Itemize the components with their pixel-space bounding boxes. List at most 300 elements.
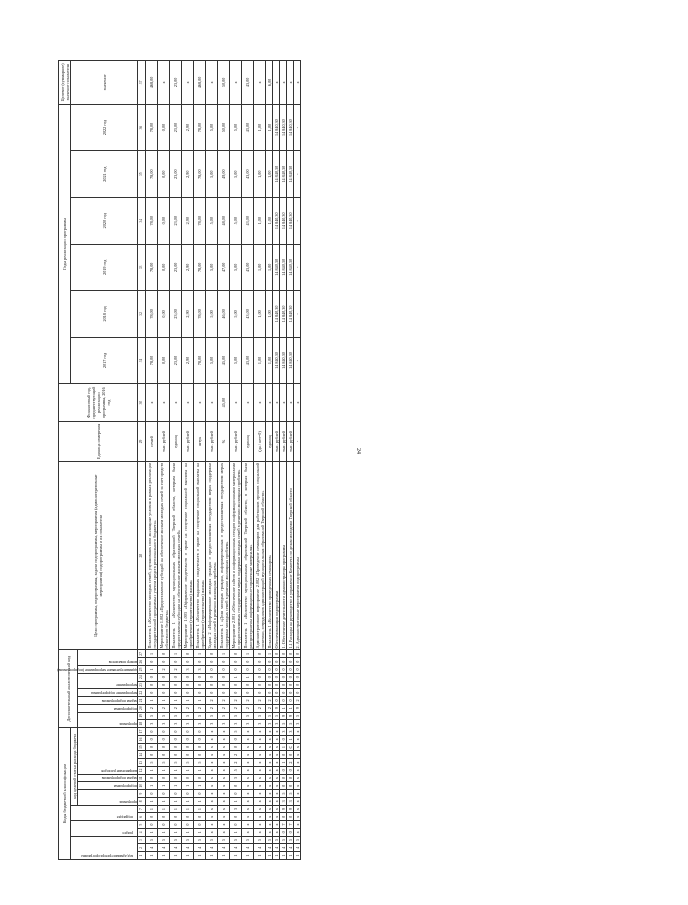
code-cell: 5 — [242, 712, 254, 720]
code-cell: 3 — [194, 666, 206, 674]
code-cell: х — [294, 774, 301, 782]
code-cell: х — [254, 751, 266, 759]
code-cell: 1 — [194, 697, 206, 705]
code-cell: 3 — [266, 720, 273, 728]
code-cell: 2 — [206, 697, 218, 705]
code-cell: 0 — [194, 728, 206, 736]
code-cell: х — [206, 728, 218, 736]
year-value-cell: 14 840,30 — [273, 337, 280, 384]
code-cell: 5 — [206, 836, 218, 844]
code-cell: х — [273, 821, 280, 829]
table-row — [230, 61, 242, 860]
code-cell: 0 — [206, 666, 218, 674]
code-cell: 4 — [287, 844, 294, 852]
code-cell: 0 — [280, 658, 287, 666]
code-cell: х — [254, 736, 266, 744]
column-index-cell: 12 — [138, 767, 146, 775]
year-value-cell: - — [294, 104, 301, 151]
column-index-cell: 18 — [138, 720, 146, 728]
code-cell: 1 — [194, 805, 206, 813]
year-value-cell: 78,00 — [146, 197, 158, 244]
code-cell: 0 — [182, 650, 194, 658]
year-value-cell: 1,00 — [266, 291, 273, 338]
program-indicators-table — [58, 60, 301, 860]
code-cell: 9 — [280, 712, 287, 720]
code-cell: 3 — [294, 720, 301, 728]
code-cell: х — [218, 821, 230, 829]
code-cell: 3 — [287, 728, 294, 736]
code-cell: 0 — [294, 666, 301, 674]
code-cell: 5 — [287, 836, 294, 844]
year-value-cell: 46,00 — [218, 291, 230, 338]
code-cell: 3 — [254, 720, 266, 728]
code-cell: 0 — [146, 689, 158, 697]
code-cell: 1 — [182, 782, 194, 790]
code-cell: 0 — [287, 666, 294, 674]
year-value-cell: 1,00 — [254, 151, 266, 198]
code-cell: х — [242, 782, 254, 790]
year-value-cell: 0,00 — [158, 337, 170, 384]
code-cell: 0 — [242, 689, 254, 697]
year-value-cell: - — [294, 291, 301, 338]
code-cell: 5 — [158, 759, 170, 767]
code-cell: х — [218, 767, 230, 775]
year-value-cell: 78,00 — [194, 104, 206, 151]
table-row — [158, 61, 170, 860]
code-cell: 1 — [146, 805, 158, 813]
code-cell: 9 — [287, 712, 294, 720]
year-value-cell: 5,00 — [206, 337, 218, 384]
code-cell: 3 — [218, 720, 230, 728]
code-cell: 2 — [230, 759, 242, 767]
code-cell: 5 — [273, 836, 280, 844]
code-cell: 0 — [170, 821, 182, 829]
code-cell: 0 — [182, 774, 194, 782]
year-value-cell: 14 840,30 — [273, 151, 280, 198]
code-cell: х — [218, 759, 230, 767]
target-value-cell: х — [230, 61, 242, 105]
year-value-cell: 78,00 — [146, 291, 158, 338]
base-year-cell: х — [206, 384, 218, 422]
unit-header: Единица измерения — [59, 421, 138, 461]
year-value-cell: 14 840,30 — [280, 197, 287, 244]
code-cell: 0 — [146, 736, 158, 744]
year-value-cell: 50,00 — [218, 104, 230, 151]
code-cell: х — [294, 782, 301, 790]
code-cell: 0 — [158, 821, 170, 829]
unit-cell: тыс. рублей — [287, 421, 294, 461]
code-cell: х — [254, 728, 266, 736]
code-cell: 5 — [194, 759, 206, 767]
year-value-cell: 5,00 — [206, 244, 218, 291]
code-cell: 2 — [230, 704, 242, 712]
program-code-header: программа — [78, 790, 138, 806]
code-cell: 0 — [194, 821, 206, 829]
code-cell: 5 — [218, 712, 230, 720]
code-cell: 0 — [170, 658, 182, 666]
column-index-cell: 19 — [138, 712, 146, 720]
code-cell: 1 — [266, 650, 273, 658]
base-year-cell: х — [273, 384, 280, 422]
add-measure-sub-header: мероприятие — [78, 673, 138, 689]
code-cell: 4 — [254, 844, 266, 852]
code-cell: 1 — [158, 697, 170, 705]
code-cell: 1 — [182, 767, 194, 775]
code-cell: х — [254, 759, 266, 767]
column-index-cell: 13 — [138, 759, 146, 767]
code-cell: 5 — [158, 712, 170, 720]
year-value-cell: - — [294, 337, 301, 384]
code-cell: 0 — [218, 666, 230, 674]
code-cell: 0 — [294, 673, 301, 681]
target-value-cell: 6,00 — [266, 61, 273, 105]
code-cell: 1 — [294, 852, 301, 860]
code-cell: 1 — [242, 673, 254, 681]
code-cell: 0 — [170, 728, 182, 736]
code-cell: 1 — [170, 798, 182, 806]
year-value-cell: 43,00 — [242, 104, 254, 151]
code-cell: х — [242, 821, 254, 829]
code-cell: 3 — [280, 728, 287, 736]
column-index-cell: 14 — [138, 751, 146, 759]
program-table-document — [58, 60, 688, 860]
code-cell: 0 — [146, 774, 158, 782]
column-index-cell: 3 — [138, 836, 146, 844]
code-cell: 9 — [273, 704, 280, 712]
code-cell: 0 — [158, 689, 170, 697]
code-cell: 0 — [182, 790, 194, 798]
code-cell: х — [254, 813, 266, 821]
code-cell: 0 — [206, 689, 218, 697]
code-cell: 3 — [146, 720, 158, 728]
table-row — [218, 61, 230, 860]
code-cell: 0 — [158, 736, 170, 744]
code-cell: 0 — [158, 658, 170, 666]
code-cell: х — [266, 821, 273, 829]
code-cell: 0 — [287, 829, 294, 837]
code-cell: 0 — [218, 689, 230, 697]
year-value-cell: 2,90 — [182, 337, 194, 384]
code-cell: 5 — [254, 836, 266, 844]
table-row — [170, 61, 182, 860]
unit-cell: штук — [194, 421, 206, 461]
code-cell: 2 — [266, 704, 273, 712]
year-2021-header: 2021 год — [71, 151, 138, 198]
code-cell: 0 — [206, 681, 218, 689]
year-2020-header: 2020 год — [71, 197, 138, 244]
code-cell: 0 — [230, 782, 242, 790]
year-value-cell: 48,00 — [218, 197, 230, 244]
code-cell: 1 — [194, 829, 206, 837]
code-cell: 3 — [206, 720, 218, 728]
column-index-cell: 34 — [138, 197, 146, 244]
base-year-cell: х — [254, 384, 266, 422]
code-cell: 5 — [280, 836, 287, 844]
code-cell: 0 — [182, 681, 194, 689]
code-cell: 0 — [182, 736, 194, 744]
code-cell: 1 — [194, 650, 206, 658]
code-cell: 0 — [206, 650, 218, 658]
code-cell: х — [218, 774, 230, 782]
table-row — [266, 61, 273, 860]
year-value-cell: 43,00 — [242, 151, 254, 198]
code-cell: 0 — [287, 774, 294, 782]
code-cell: 4 — [158, 844, 170, 852]
code-cell: 3 — [230, 805, 242, 813]
code-cell: 5 — [230, 728, 242, 736]
column-index-cell: 11 — [138, 774, 146, 782]
code-cell: 1 — [218, 650, 230, 658]
code-cell: 0 — [206, 658, 218, 666]
code-cell: 0 — [242, 681, 254, 689]
code-cell: 0 — [273, 650, 280, 658]
code-cell: 5 — [158, 836, 170, 844]
target-value-cell: х — [273, 61, 280, 105]
code-cell: 1 — [146, 666, 158, 674]
code-cell: 1 — [230, 798, 242, 806]
code-cell: 9 — [280, 805, 287, 813]
year-value-cell: 78,00 — [194, 244, 206, 291]
code-cell: 0 — [182, 821, 194, 829]
code-cell: 5 — [206, 712, 218, 720]
code-cell: 0 — [230, 736, 242, 744]
code-cell: х — [294, 813, 301, 821]
year-value-cell: 14 840,30 — [287, 337, 294, 384]
year-value-cell: 49,00 — [218, 151, 230, 198]
base-year-cell: 45,00 — [218, 384, 230, 422]
code-cell: х — [294, 805, 301, 813]
code-cell: 0 — [230, 658, 242, 666]
code-cell: 5 — [194, 836, 206, 844]
unit-cell: - — [294, 421, 301, 461]
code-cell: 0 — [194, 790, 206, 798]
year-value-cell: 14 840,30 — [273, 244, 280, 291]
code-cell: 1 — [287, 736, 294, 744]
column-index-cell: 7 — [138, 805, 146, 813]
column-index-cell: 35 — [138, 151, 146, 198]
column-index-cell: 17 — [138, 728, 146, 736]
code-cell: 0 — [218, 673, 230, 681]
target-value-cell: х — [287, 61, 294, 105]
code-cell: 5 — [146, 836, 158, 844]
code-cell: х — [266, 751, 273, 759]
code-cell: х — [206, 774, 218, 782]
code-cell: 3 — [170, 720, 182, 728]
code-cell: 2 — [254, 704, 266, 712]
code-cell: х — [266, 767, 273, 775]
add-admin-measure-header: административное мероприятие (подпрограммы) — [78, 666, 138, 674]
code-cell: 5 — [170, 759, 182, 767]
year-value-cell: 1,00 — [254, 244, 266, 291]
code-cell: х — [242, 728, 254, 736]
code-cell: 1 — [170, 650, 182, 658]
code-cell: 1 — [146, 798, 158, 806]
code-cell: 0 — [280, 681, 287, 689]
code-cell: 0 — [287, 658, 294, 666]
unit-cell: тыс. рублей — [230, 421, 242, 461]
code-cell: 0 — [194, 813, 206, 821]
code-cell: 1 — [242, 650, 254, 658]
code-cell: х — [218, 782, 230, 790]
code-cell: 2 — [170, 704, 182, 712]
code-cell: 0 — [287, 782, 294, 790]
goal-text-cell: Показатель 1 «Количество муниципальных образований Тверской области, в которых были распространены информационно-справочные материалы» — [242, 462, 253, 649]
budget-codes-header: Коды бюджетной классификации — [59, 728, 71, 860]
code-cell: 0 — [146, 821, 158, 829]
subprogram-code-header: подпрограмма — [78, 782, 138, 790]
target-value-cell: х — [206, 61, 218, 105]
code-cell: 1 — [146, 829, 158, 837]
code-cell: 0 — [194, 751, 206, 759]
code-cell: х — [294, 751, 301, 759]
year-value-cell: 1,00 — [266, 197, 273, 244]
code-cell: 0 — [230, 790, 242, 798]
year-2022-header: 2022 год — [71, 104, 138, 151]
code-cell: 0 — [273, 666, 280, 674]
code-cell: 0 — [158, 743, 170, 751]
code-cell: 0 — [280, 767, 287, 775]
code-cell: х — [254, 767, 266, 775]
code-cell: 0 — [182, 728, 194, 736]
code-cell: 0 — [230, 813, 242, 821]
code-cell: 0 — [280, 697, 287, 705]
year-value-cell: 14 840,30 — [280, 337, 287, 384]
code-cell: 2 — [242, 697, 254, 705]
code-cell: 0 — [230, 650, 242, 658]
table-row — [273, 61, 280, 860]
code-cell: х — [254, 805, 266, 813]
year-value-cell: 14 840,30 — [273, 291, 280, 338]
code-cell: 0 — [170, 751, 182, 759]
code-cell: 0 — [158, 681, 170, 689]
expense-code-header: код целевой статьи расхода бюджета — [71, 728, 78, 806]
unit-cell: (да / нет=0) — [254, 421, 266, 461]
code-cell: 5 — [294, 836, 301, 844]
code-cell: 1 — [287, 704, 294, 712]
year-value-cell: 5,00 — [230, 291, 242, 338]
target-value-cell: х — [254, 61, 266, 105]
year-value-cell: 14 840,30 — [273, 104, 280, 151]
code-cell: 1 — [194, 767, 206, 775]
code-cell: х — [206, 767, 218, 775]
year-value-cell: 2,90 — [182, 197, 194, 244]
year-value-cell: 14 840,30 — [280, 244, 287, 291]
code-cell: 1 — [182, 697, 194, 705]
table-row — [254, 61, 266, 860]
code-cell: 1 — [146, 697, 158, 705]
code-cell: х — [218, 798, 230, 806]
code-cell: 0 — [158, 650, 170, 658]
code-cell: 3 — [280, 798, 287, 806]
code-cell: х — [266, 728, 273, 736]
code-cell: х — [273, 829, 280, 837]
code-cell: 1 — [266, 852, 273, 860]
year-value-cell: 5,00 — [206, 151, 218, 198]
code-cell: 0 — [182, 813, 194, 821]
code-cell: 5 — [146, 712, 158, 720]
column-index-cell: 15 — [138, 743, 146, 751]
code-cell: 1 — [170, 805, 182, 813]
code-cell: 0 — [146, 728, 158, 736]
year-value-cell: 1,00 — [266, 337, 273, 384]
code-cell: 3 — [158, 720, 170, 728]
code-cell: 0 — [146, 658, 158, 666]
year-value-cell: 23,00 — [170, 244, 182, 291]
column-index-cell: 33 — [138, 244, 146, 291]
code-cell: х — [254, 782, 266, 790]
table-row — [182, 61, 194, 860]
code-cell: 0 — [266, 666, 273, 674]
code-cell: 5 — [287, 790, 294, 798]
code-cell: 5 — [194, 712, 206, 720]
code-cell: х — [273, 759, 280, 767]
code-cell: х — [266, 743, 273, 751]
column-index-cell: 30 — [138, 384, 146, 422]
code-cell: 2 — [194, 704, 206, 712]
column-index-cell: 8 — [138, 798, 146, 806]
code-cell: 1 — [158, 852, 170, 860]
code-cell: 0 — [170, 813, 182, 821]
code-cell: 0 — [158, 673, 170, 681]
code-cell: 1 — [280, 852, 287, 860]
code-cell: х — [206, 798, 218, 806]
rotated-page — [58, 60, 688, 860]
code-cell: х — [266, 798, 273, 806]
admin-code-header: код администратора программы — [71, 836, 138, 859]
code-cell: х — [242, 759, 254, 767]
code-cell: х — [254, 790, 266, 798]
code-cell: 0 — [273, 689, 280, 697]
code-cell: 3 — [273, 720, 280, 728]
code-cell: х — [206, 821, 218, 829]
code-cell: 0 — [273, 697, 280, 705]
code-cell: х — [242, 790, 254, 798]
column-index-row — [138, 61, 146, 860]
add-subprogram-header: подпрограмма — [78, 704, 138, 712]
year-value-cell: 43,00 — [242, 337, 254, 384]
add-task-header: задача подпрограммы — [78, 697, 138, 705]
year-value-cell: 14 840,30 — [287, 104, 294, 151]
year-2018-header: 2018 год — [71, 291, 138, 338]
code-cell: 0 — [194, 673, 206, 681]
year-value-cell: 14 840,30 — [287, 151, 294, 198]
code-cell: 0 — [266, 673, 273, 681]
code-cell: 5 — [230, 712, 242, 720]
code-cell: 5 — [170, 836, 182, 844]
code-cell: 0 — [287, 813, 294, 821]
year-value-cell: 1,00 — [254, 197, 266, 244]
code-cell: 4 — [146, 844, 158, 852]
target-value-cell: 50,00 — [218, 61, 230, 105]
code-cell: 2 — [218, 697, 230, 705]
year-value-cell: 1,00 — [266, 151, 273, 198]
code-cell: 0 — [194, 774, 206, 782]
code-cell: 2 — [242, 704, 254, 712]
code-cell: 0 — [287, 689, 294, 697]
column-index-cell: 10 — [138, 782, 146, 790]
target-header: Целевое (суммарное) значение показателя — [59, 61, 71, 105]
year-value-cell: 23,00 — [170, 291, 182, 338]
code-cell: 0 — [158, 728, 170, 736]
code-cell: 2 — [230, 751, 242, 759]
code-cell: х — [294, 829, 301, 837]
code-cell: 1 — [280, 704, 287, 712]
code-cell: 2 — [254, 697, 266, 705]
code-cell: х — [273, 743, 280, 751]
code-cell: 0 — [294, 689, 301, 697]
code-cell: 3 — [182, 666, 194, 674]
goals-header: Цели программы, подпрограммы, задачи подпрограммы, мероприятия (административные мероприятия) подпрограммы и их показатели — [59, 461, 138, 650]
